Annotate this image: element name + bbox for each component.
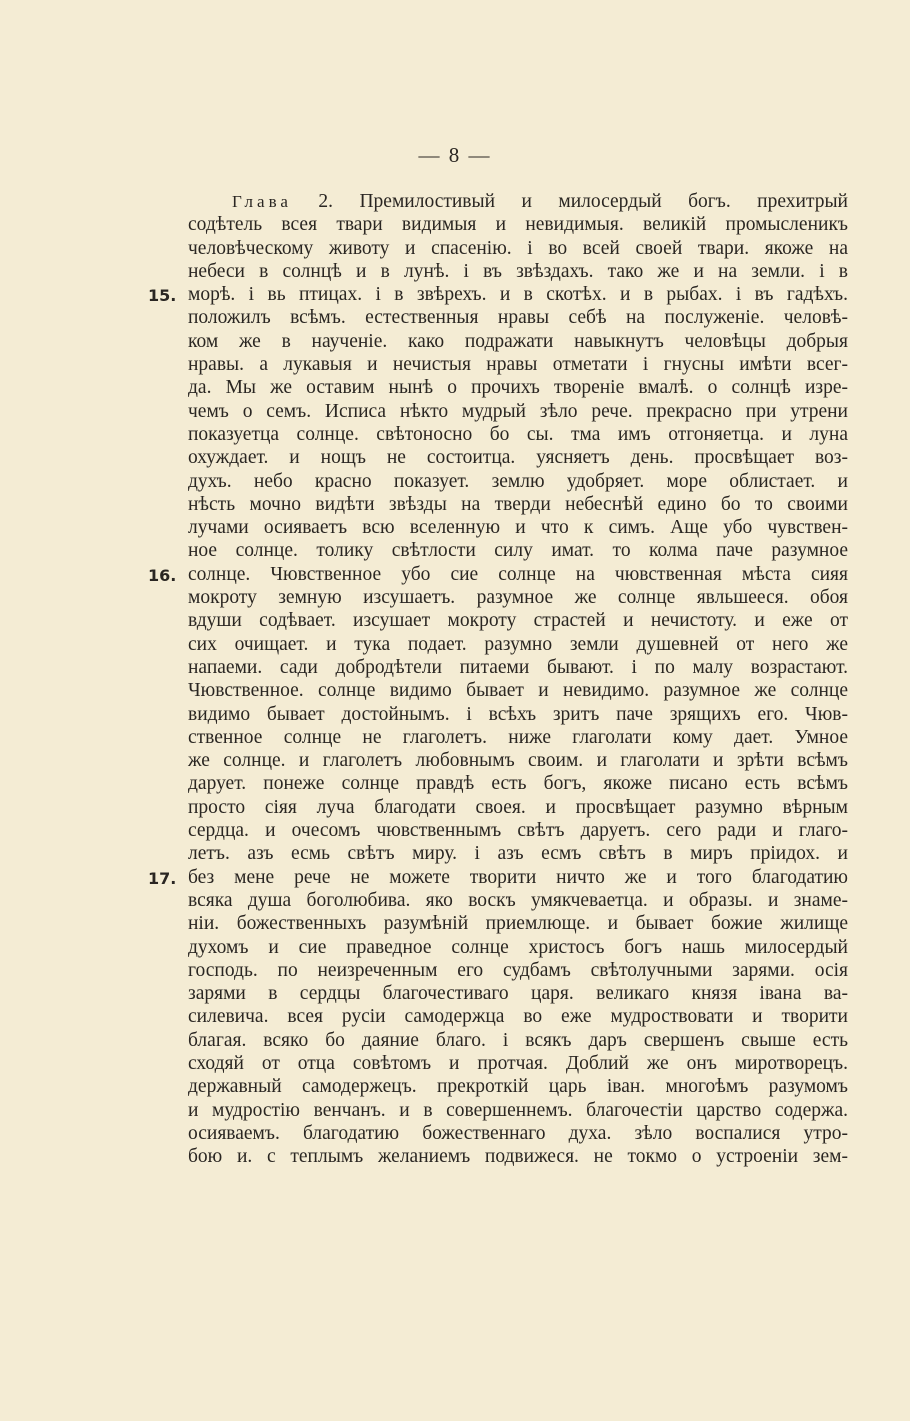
chapter-heading-word: Глава [232, 192, 292, 211]
chapter-heading-number: 2. [318, 191, 334, 212]
text-line: положилъ всѣмъ. естественныя нравы себѣ на послуженіе. человѣ- [188, 307, 848, 329]
text-line: бою и. с теплымъ желаниемъ подвижеся. не токмо о устроеніи зем- [188, 1146, 848, 1168]
text-line: нѣсть мочно видѣти звѣзды на тверди небеснѣй едино бо то своими [188, 493, 848, 515]
text-line: духъ. небо красно показует. землю удобряет. море облистает. и [188, 470, 848, 492]
text-line: солнце. Чювственное убо сие солнце на чювственная мѣста сияя [188, 563, 848, 585]
text-line: сих очищает. и тука подает. разумно земли душевней от него же [188, 633, 848, 655]
text-line: Чювственное. солнце видимо бывает и невидимо. разумное же солнце [188, 680, 848, 702]
text-line: напаеми. сади добродѣтели питаеми бывают. і по малу возрастают. [188, 656, 848, 678]
text-line: вдуши содѣвает. изсушает мокроту страстей и нечистоту. и еже от [188, 610, 848, 632]
text-line: зарями в сердцы благочестиваго царя. великаго князя івана ва- [188, 983, 848, 1005]
text-line: содѣтель всея твари видимыя и невидимыя. великій промысленикъ [188, 214, 848, 236]
text-line: благая. всяко бо даяние благо. і всякъ даръ свершенъ свыше есть [188, 1029, 848, 1051]
text-line: видимо бывает достойнымъ. і всѣхъ зритъ паче зрящихъ его. Чюв- [188, 703, 848, 725]
text-line: морѣ. і вь птицах. і в звѣрехъ. и в скотѣх. и в рыбах. і въ гадѣхъ. [188, 284, 848, 306]
text-line: ніи. божественныхъ разумѣній приемлюще. и бывает божие жилище [188, 913, 848, 935]
text-line: Глава 2. Премилостивый и милосердый богъ. прехитрый [232, 191, 848, 212]
text-line: нравы. а лукавыя и нечистыя нравы отметати і гнусны имѣти всег- [188, 354, 848, 376]
text-line: духомъ и сие праведное солнце христосъ богъ нашь милосердый [188, 936, 848, 958]
text-line: ное солнце. толику свѣтлости силу имат. то колма паче разумное [188, 540, 848, 562]
text-line: охуждает. и нощъ не состоитца. уясняетъ день. просвѣщает воз- [188, 447, 848, 469]
text-line: ком же в наученіе. како подражати навыкнутъ человѣцы добрыя [188, 330, 848, 352]
margin-verse-number: 15. [148, 286, 177, 305]
text-line: ственное солнце не глаголетъ. ниже глаголати кому дает. Умное [188, 726, 848, 748]
text-line: же солнце. и глаголетъ любовнымъ своим. и глаголати и зрѣти всѣмъ [188, 750, 848, 772]
text-line: небеси в солнцѣ и в лунѣ. і въ звѣздахъ. тако же и на земли. і в [188, 260, 848, 282]
text-line: чемъ о семъ. Исписа нѣкто мудрый зѣло рече. прекрасно при утрени [188, 400, 848, 422]
text-line: сердца. и очесомъ чювственнымъ свѣтъ даруетъ. сего ради и глаго- [188, 820, 848, 842]
text-line: силевича. всея русіи самодержца во еже мудроствовати и творити [188, 1006, 848, 1028]
text-line: показуетца солнце. свѣтоносно бо сы. тма имъ отгоняетца. и луна [188, 423, 848, 445]
text-line: да. Мы же оставим нынѣ о прочихъ твореніе вмалѣ. о солнцѣ изре- [188, 377, 848, 399]
text-line: человѣческому животу и спасенію. і во всей своей твари. якоже на [188, 237, 848, 259]
text-line: осияваемъ. благодатию божественнаго духа. зѣло воспалися утро- [188, 1122, 848, 1144]
text-line: сходяй от отца совѣтомъ и протчая. Доблий же онъ миротворецъ. [188, 1052, 848, 1074]
text-line: летъ. азъ есмь свѣтъ миру. і азъ есмъ свѣтъ в миръ пріидох. и [188, 843, 848, 865]
page-number: — 8 — [418, 143, 492, 167]
text-line: просто сіяя луча благодати своея. и просвѣщает разумно вѣрным [188, 796, 848, 818]
text-line: лучами осияваетъ всю вселенную и что к симъ. Аще убо чувствен- [188, 517, 848, 539]
body-text [188, 190, 848, 1168]
margin-verse-number: 17. [148, 869, 177, 888]
text-line: дарует. понеже солнце правдѣ есть богъ, якоже писано есть всѣмъ [188, 773, 848, 795]
text-line: господь. по неизреченным его судбамъ свѣтолучными зарями. осія [188, 959, 848, 981]
text-line: державный самодержецъ. прекроткій царь іван. многоѣмъ разумомъ [188, 1076, 848, 1098]
text-line: всяка душа боголюбива. яко воскъ умякчеваетца. и образы. и знаме- [188, 889, 848, 911]
margin-verse-number: 16. [148, 566, 177, 585]
text-line: мокроту земную изсушаетъ. разумное же солнце явльшееся. обоя [188, 587, 848, 609]
text-line: и мудростію венчанъ. и в совершеннемъ. благочестіи царство содержа. [188, 1099, 848, 1121]
text-line: без мене рече не можете творити ничто же и того благодатию [188, 866, 848, 888]
